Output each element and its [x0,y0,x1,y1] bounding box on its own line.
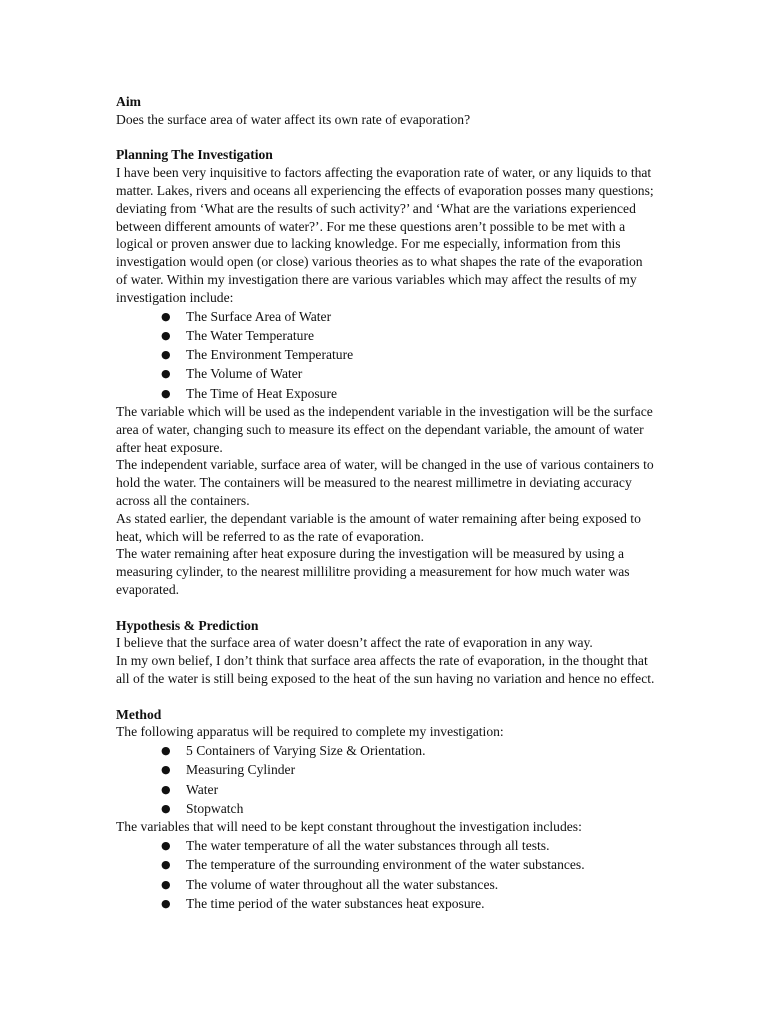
list-item: ● The volume of water throughout all the water substances. [116,875,656,894]
variables-list [116,307,656,403]
list-item: ● Stopwatch [116,799,656,818]
list-item: ● The Surface Area of Water [116,307,656,326]
method-heading: Method [116,706,162,722]
bullet-icon: ● [161,858,171,872]
list-item: ● The water temperature of all the water substances through all tests. [116,836,656,855]
apparatus-intro: The following apparatus will be required to complete my investigation: [116,724,504,740]
hypothesis-belief: I believe that the surface area of water doesn’t affect the rate of evaporation in any way. [116,635,593,651]
independent-variable-paragraph: The variable which will be used as the independent variable in the investigation will be the surface area of water, changing such to measure its effect on the dependant variable, the amount of water after heat exposure. [116,404,653,455]
list-item: ● Measuring Cylinder [116,760,656,779]
containers-paragraph: The independent variable, surface area of water, will be changed in the use of various containers to hold the water. The containers will be measured to the nearest millimetre in deviating accuracy across all the containers. [116,457,654,509]
bullet-icon: ● [161,802,171,816]
list-item: ● The Time of Heat Exposure [116,384,656,403]
bullet-icon: ● [161,763,171,777]
bullet-icon: ● [161,328,171,342]
hypothesis-reasoning: In my own belief, I don’t think that surface area affects the rate of evaporation, in the thought that all of the water is still being exposed to the heat of the sun having no variation and hence no effect. [116,653,655,686]
planning-heading: Planning The Investigation [116,147,273,163]
list-item: ● The Environment Temperature [116,345,656,364]
list-item: ● Water [116,780,656,799]
bullet-icon: ● [161,348,171,362]
apparatus-list [116,741,656,818]
bullet-icon: ● [161,897,171,911]
list-item: ● The time period of the water substances heat exposure. [116,894,656,913]
spacer [116,599,656,617]
planning-intro: I have been very inquisitive to factors affecting the evaporation rate of water, or any liquids to that matter. Lakes, rivers and oceans all experiencing the effects of evaporation posses many questions; deviating from ‘What are the results of such activity?’ and ‘What are the variations experienced between different amounts of water?’. For me these questions aren’t possible to be met with a logical or proven answer due to lacking knowledge. For me especially, information from this investigation would open (or close) various theories as to what shapes the rate of the evaporation of water. Within my investigation there are various variables which may affect the results of my investigation include: [116,165,654,305]
document-page [116,93,656,913]
bullet-icon: ● [161,839,171,853]
bullet-icon: ● [161,367,171,381]
bullet-icon: ● [161,744,171,758]
bullet-icon: ● [161,386,171,400]
bullet-icon: ● [161,782,171,796]
aim-question: Does the surface area of water affect its own rate of evaporation? [116,111,471,127]
measurement-paragraph: The water remaining after heat exposure during the investigation will be measured by using a measuring cylinder, to the nearest millilitre providing a measurement for how much water was evaporated. [116,546,630,598]
list-item: ● 5 Containers of Varying Size & Orientation. [116,741,656,760]
bullet-icon: ● [161,877,171,891]
hypothesis-heading: Hypothesis & Prediction [116,617,259,633]
list-item: ● The Water Temperature [116,326,656,345]
spacer [116,688,656,706]
bullet-icon: ● [161,309,171,323]
spacer [116,129,656,147]
list-item: ● The Volume of Water [116,364,656,383]
list-item: ● The temperature of the surrounding environment of the water substances. [116,855,656,874]
dependent-variable-paragraph: As stated earlier, the dependant variable is the amount of water remaining after being exposed to heat, which will be referred to as the rate of evaporation. [116,510,641,544]
constants-list [116,836,656,913]
constants-intro: The variables that will need to be kept constant throughout the investigation includes: [116,819,582,835]
aim-heading: Aim [116,94,141,109]
